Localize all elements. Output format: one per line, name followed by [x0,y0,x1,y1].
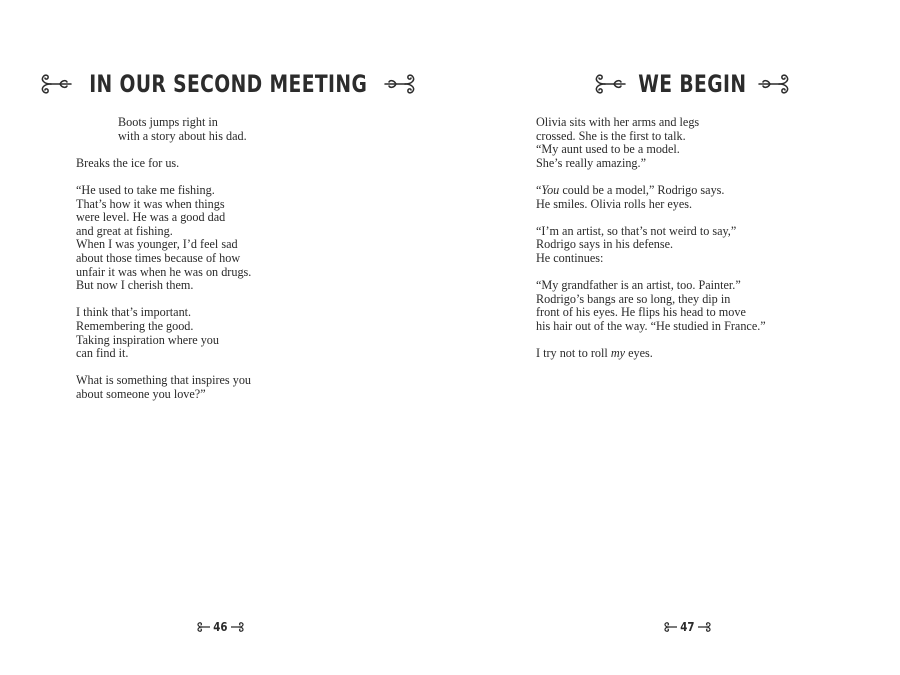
text-line: He continues: [536,250,604,265]
left-small-flourish-icon [663,621,677,633]
text-line: his hair out of the way. “He studied in France.” [536,318,766,333]
text-line: Olivia sits with her arms and legs [536,115,700,129]
text-line: Rodrigo says in his defense. [536,237,674,252]
text-line: front of his eyes. He flips his head to move [536,305,746,320]
text-line: “I’m an artist, so that’s not weird to say,” [536,223,737,238]
text-line: “You could be a model,” Rodrigo says. [536,182,725,197]
text-line: about those times because of how [76,250,241,265]
right-small-flourish-icon [698,621,712,633]
chapter-title: WE BEGIN [637,70,747,98]
emphasis: You [541,182,560,197]
text-line: and great at fishing. [76,223,173,238]
text-line: unfair it was when he was on drugs. [76,264,252,279]
page-number-text: 47 [680,620,695,634]
right-scroll-flourish-icon [758,71,792,97]
stanza [536,279,766,333]
page-number-text: 46 [213,620,228,634]
text-line: He smiles. Olivia rolls her eyes. [536,196,693,211]
text-line: about someone you love?” [76,386,206,401]
text-line: “He used to take me fishing. [76,182,215,197]
text-line: crossed. She is the first to talk. [536,128,686,143]
text-line: But now I cherish them. [76,278,194,293]
text-line: with a story about his dad. [118,128,247,143]
text-line: She’s really amazing.” [536,155,646,170]
text-line: What is something that inspires you [76,373,252,388]
text-line: I try not to roll my eyes. [536,346,653,361]
stanza [536,225,766,266]
text-line: Rodrigo’s bangs are so long, they dip in [536,291,731,306]
text-line: Remembering the good. [76,318,194,333]
emphasis: my [607,346,629,361]
poem-text [536,116,766,374]
text-line: I think that’s important. [76,305,192,320]
left-scroll-flourish-icon [592,71,626,97]
text-line: “My grandfather is an artist, too. Painter.” [536,278,741,293]
text-line: Boots jumps right in [118,115,218,129]
text-line: When I was younger, I’d feel sad [76,237,238,252]
text-line: can find it. [76,346,129,361]
stanza [536,184,766,211]
text-line: Taking inspiration where you [76,332,219,347]
text-line: Breaks the ice for us. [76,155,180,170]
text-line: That’s how it was when things [76,196,225,211]
text-line: “My aunt used to be a model. [536,142,680,157]
stanza [536,116,766,170]
chapter-title: IN OUR SECOND MEETING [89,70,368,98]
chapter-heading [612,70,772,98]
stanza [536,347,766,361]
page-number [663,619,712,635]
text-line: were level. He was a good dad [76,210,226,225]
